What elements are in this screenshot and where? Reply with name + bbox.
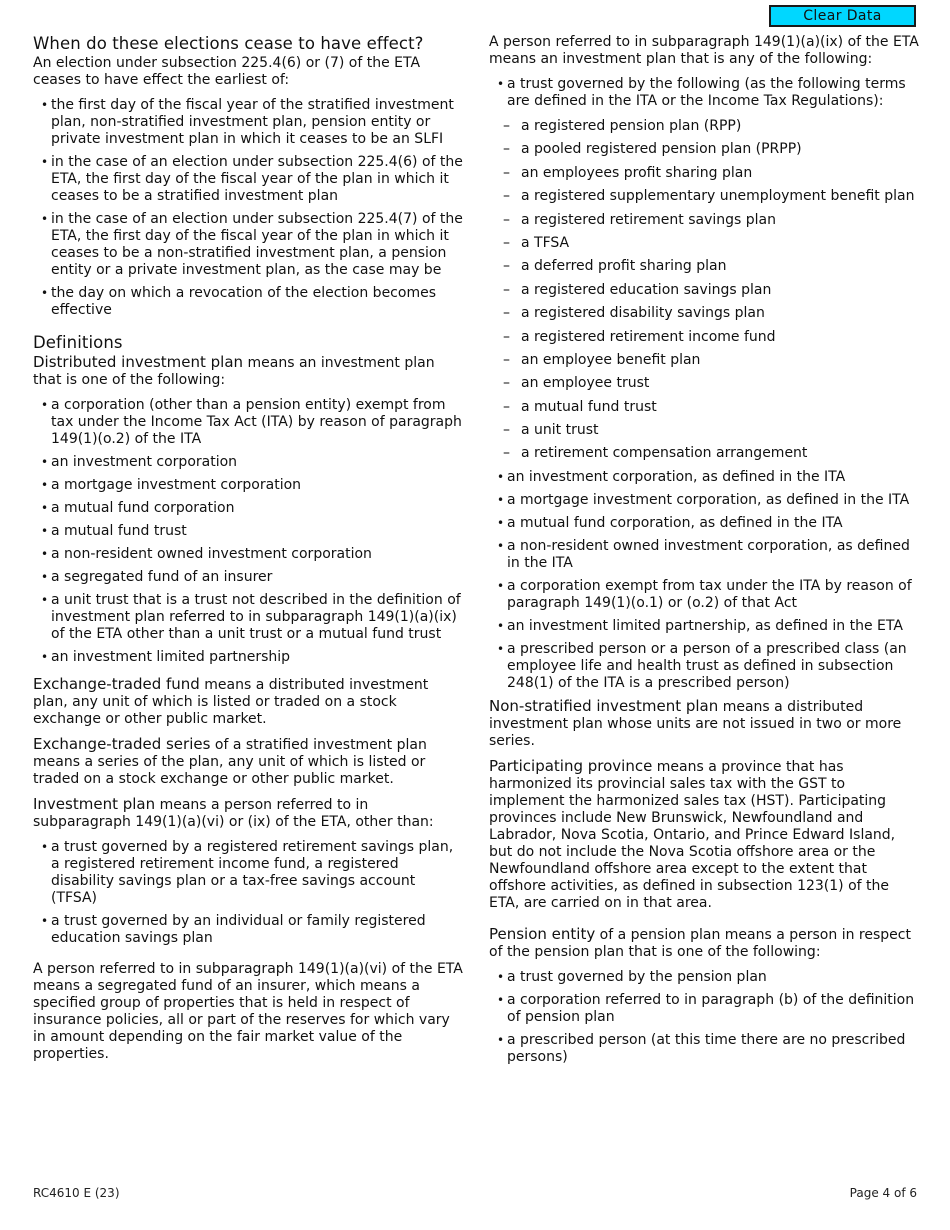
sublist-item: – a pooled registered pension plan (PRPP) <box>503 141 919 158</box>
list-item: • an investment corporation <box>33 454 463 471</box>
definition-participating-province <box>489 758 919 912</box>
sublist-item: – an employee trust <box>503 375 919 392</box>
paragraph-cease: An election under subsection 225.4(6) or (7) of the ETA ceases to have effect the earliest of: <box>33 55 421 88</box>
list-item: • a corporation exempt from tax under the ITA by reason of paragraph 149(1)(o.1) or (o.2) of that Act <box>489 578 919 612</box>
sublist-item: – a registered supplementary unemployment benefit plan <box>503 188 919 205</box>
term: Participating province <box>489 756 653 775</box>
definition-exchange-traded-fund <box>33 676 463 728</box>
cease-list <box>33 97 463 319</box>
sublist-item: – a registered education savings plan <box>503 282 919 299</box>
definition-text: of a pension plan means a person in respect of the pension plan that is one of the following: <box>489 926 911 960</box>
definition-pension-entity <box>489 926 919 961</box>
sublist-item: – a registered pension plan (RPP) <box>503 118 919 135</box>
list-item: • a trust governed by a registered retirement savings plan, a registered retirement income fund, a registered disability savings plan or a tax-free savings account (TFSA) <box>33 839 463 907</box>
ix-list <box>489 76 919 692</box>
term: Distributed investment plan <box>33 353 244 371</box>
trust-sublist <box>503 118 919 462</box>
list-item: • an investment limited partnership <box>33 649 463 666</box>
list-item: • a non-resident owned investment corporation, as defined in the ITA <box>489 538 919 572</box>
term: Non-stratified investment plan <box>489 696 719 715</box>
definition-text: means an investment plan that is one of the following: <box>33 355 435 388</box>
list-item: • the first day of the fiscal year of the stratified investment plan, non-stratified investment plan, pension entity or private investment plan in which it ceases to be an SLFI <box>33 97 463 148</box>
list-item: • a segregated fund of an insurer <box>33 569 463 586</box>
term: Pension entity <box>489 924 596 943</box>
definition-distributed-investment-plan <box>33 354 463 389</box>
term: Investment plan <box>33 795 156 813</box>
list-item: • in the case of an election under subsection 225.4(7) of the ETA, the first day of the fiscal year of the plan in which it ceases to be a non-stratified investment plan, a pension entity or a private investment plan, as the case may be <box>33 211 463 279</box>
list-item: • a prescribed person or a person of a prescribed class (an employee life and health trust as defined in subsection 248(1) of the ITA is a prescribed person) <box>489 641 919 692</box>
list-item: • a unit trust that is a trust not described in the definition of investment plan referred to in subparagraph 149(1)(a)(ix) of the ETA other than a unit trust or a mutual fund trust <box>33 592 463 643</box>
heading-cease: When do these elections cease to have effect? <box>33 34 424 53</box>
list-item: • a mutual fund corporation, as defined in the ITA <box>489 515 919 532</box>
list-item: • an investment corporation, as defined in the ITA <box>489 469 919 486</box>
right-column <box>489 34 919 1072</box>
list-item: • the day on which a revocation of the election becomes effective <box>33 285 463 319</box>
definition-text: means a distributed investment plan, any unit of which is listed or traded on a stock exchange or other public market. <box>33 677 429 727</box>
list-item: • a mortgage investment corporation <box>33 477 463 494</box>
paragraph-subparagraph-ix: A person referred to in subparagraph 149(1)(a)(ix) of the ETA means an investment plan that is any of the following: <box>489 34 919 67</box>
sublist-item: – a mutual fund trust <box>503 399 919 416</box>
sublist-item: – an employees profit sharing plan <box>503 165 919 182</box>
list-item: • a corporation referred to in paragraph (b) of the definition of pension plan <box>489 992 919 1026</box>
list-item: • a mutual fund corporation <box>33 500 463 517</box>
trust-item-text: a trust governed by the following (as the following terms are defined in the ITA or the Income Tax Regulations): <box>507 76 906 109</box>
definition-text: means a person referred to in subparagraph 149(1)(a)(vi) or (ix) of the ETA, other than: <box>33 797 434 830</box>
sublist-item: – a registered disability savings plan <box>503 305 919 322</box>
sublist-item: – a retirement compensation arrangement <box>503 445 919 462</box>
pe-list <box>489 969 919 1066</box>
sublist-item: – a registered retirement income fund <box>503 329 919 346</box>
dip-list <box>33 397 463 666</box>
list-item: • a prescribed person (at this time there are no prescribed persons) <box>489 1032 919 1066</box>
definition-text: means a province that has harmonized its provincial sales tax with the GST to implement the harmonized sales tax (HST). Participating provinces include New Brunswick, Newfoundland and Labrador, Nova Scotia, Ontario, and Prince Edward Island, but do not include the Nova Scotia offshore area or the Newfoundland offshore area except to the extent that offshore activities, as defined in subsection 123(1) of the ETA, are carried on in that area. <box>489 758 896 911</box>
page-number: Page 4 of 6 <box>849 1186 917 1200</box>
list-item: • a mortgage investment corporation, as defined in the ITA <box>489 492 919 509</box>
sublist-item: – an employee benefit plan <box>503 352 919 369</box>
definition-text: of a stratified investment plan means a series of the plan, any unit of which is listed or traded on a stock exchange or other public market. <box>33 737 427 787</box>
definition-exchange-traded-series <box>33 736 463 788</box>
sublist-item: – a unit trust <box>503 422 919 439</box>
list-item: • an investment limited partnership, as defined in the ETA <box>489 618 919 635</box>
paragraph-subparagraph-vi: A person referred to in subparagraph 149(1)(a)(vi) of the ETA means a segregated fund of an insurer, which means a specified group of properties that is held in respect of insurance policies, all or part of the reserves for which vary in amount depending on the fair market value of the properties. <box>33 961 463 1062</box>
list-item: • a non-resident owned investment corporation <box>33 546 463 563</box>
clear-data-button[interactable]: Clear Data <box>769 5 916 27</box>
form-identifier: RC4610 E (23) <box>33 1186 120 1200</box>
list-item: • in the case of an election under subsection 225.4(6) of the ETA, the first day of the fiscal year of the plan in which it ceases to be a stratified investment plan <box>33 154 463 205</box>
heading-definitions: Definitions <box>33 333 123 352</box>
definition-investment-plan <box>33 796 463 831</box>
left-column <box>33 34 463 1071</box>
definition-non-stratified-investment-plan <box>489 698 919 750</box>
sublist-item: – a registered retirement savings plan <box>503 212 919 229</box>
term: Exchange-traded series <box>33 735 211 753</box>
sublist-item: – a TFSA <box>503 235 919 252</box>
definition-text: means a distributed investment plan whose units are not issued in two or more series. <box>489 698 902 749</box>
list-item: • a trust governed by an individual or family registered education savings plan <box>33 913 463 947</box>
sublist-item: – a deferred profit sharing plan <box>503 258 919 275</box>
list-item: • a corporation (other than a pension entity) exempt from tax under the Income Tax Act (ITA) by reason of paragraph 149(1)(o.2) of the ITA <box>33 397 463 448</box>
term: Exchange-traded fund <box>33 675 200 693</box>
list-item <box>489 76 919 462</box>
ip-list <box>33 839 463 947</box>
list-item: • a mutual fund trust <box>33 523 463 540</box>
list-item: • a trust governed by the pension plan <box>489 969 919 986</box>
